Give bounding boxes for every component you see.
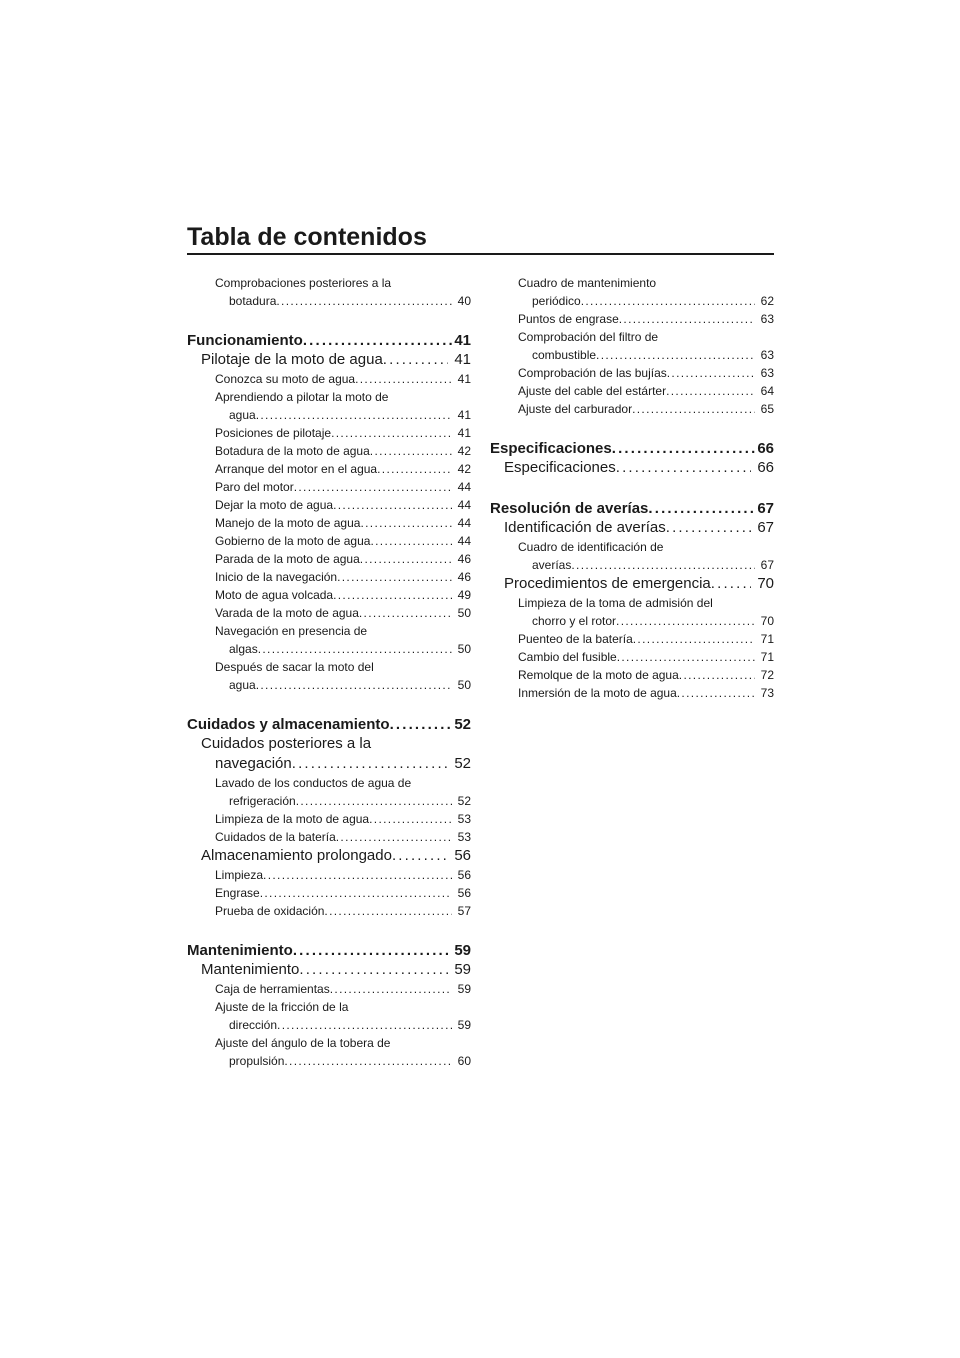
toc-entry-line (215, 828, 471, 846)
page-number: 70 (757, 575, 774, 592)
page-number: 41 (457, 426, 471, 440)
toc-entry-title: Ajuste del ángulo de la tobera de (215, 1036, 391, 1050)
toc-subsection[interactable] (187, 532, 471, 550)
toc-entry-title: Ajuste de la fricción de la (215, 1000, 349, 1014)
dot-leader (324, 902, 451, 920)
page-number: 63 (760, 312, 774, 326)
dot-leader (260, 884, 452, 902)
page-number: 46 (457, 570, 471, 584)
toc-entry-title: Especificaciones (490, 440, 612, 457)
toc-entry-title: Paro del motor (215, 480, 294, 494)
toc-entry-title: Remolque de la moto de agua (518, 668, 679, 682)
toc-entry-title: Aprendiendo a pilotar la moto de (215, 390, 389, 404)
toc-entry-title: agua (229, 678, 256, 692)
toc-entry-title: Cuidados posteriores a la (201, 735, 372, 752)
toc-entry-line (201, 960, 471, 980)
dot-leader (581, 292, 755, 310)
dot-leader (666, 518, 752, 538)
toc-entry-title: refrigeración (229, 794, 296, 808)
page-number: 53 (457, 830, 471, 844)
toc-entry-title: Mantenimiento (187, 942, 293, 959)
toc-entry-title: Cuadro de mantenimiento (518, 276, 657, 290)
toc-entry-line (215, 550, 471, 568)
page-number: 50 (457, 606, 471, 620)
toc-entry-line (201, 350, 471, 370)
page-number: 66 (757, 440, 774, 457)
toc-subsection[interactable] (187, 998, 471, 1034)
page-number: 40 (457, 294, 471, 308)
dot-leader (360, 514, 451, 532)
toc-entry-title: Especificaciones (504, 459, 616, 476)
dot-leader (633, 630, 755, 648)
toc-entry-title: Puntos de engrase (518, 312, 619, 326)
toc-subsection[interactable] (187, 424, 471, 442)
toc-entry-title: Posiciones de pilotaje (215, 426, 332, 440)
toc-subsection[interactable] (187, 604, 471, 622)
dot-leader (370, 442, 452, 460)
toc-entry-line (215, 980, 471, 998)
toc-entry-line (215, 866, 471, 884)
dot-leader (571, 556, 754, 574)
page-number: 71 (760, 650, 774, 664)
toc-entry-line (215, 532, 471, 550)
toc-entry-line (518, 364, 774, 382)
page-number: 49 (457, 588, 471, 602)
page-number: 44 (457, 498, 471, 512)
toc-entry-line (490, 440, 774, 458)
toc-subsection[interactable] (187, 478, 471, 496)
toc-entry-line (504, 458, 774, 478)
toc-entry-title: propulsión (229, 1054, 285, 1068)
toc-section[interactable] (187, 734, 471, 774)
toc-subsection[interactable] (187, 568, 471, 586)
toc-chapter[interactable] (187, 332, 471, 350)
toc-section[interactable] (187, 846, 471, 866)
dot-leader (355, 370, 452, 388)
toc-entry-title: Funcionamiento (187, 332, 303, 349)
dot-leader (299, 960, 448, 980)
toc-subsection[interactable] (490, 310, 774, 328)
page-number: 50 (457, 678, 471, 692)
dot-leader (596, 346, 755, 364)
toc-entry-title: Botadura de la moto de agua (215, 444, 370, 458)
toc-entry-line (215, 902, 471, 920)
toc-subsection[interactable] (490, 684, 774, 702)
page-number: 70 (760, 614, 774, 628)
toc-entry-title: navegación (215, 755, 292, 772)
toc-entry-title: periódico (532, 294, 581, 308)
toc-entry-title: Puenteo de la batería (518, 632, 633, 646)
toc-entry-title: algas (229, 642, 258, 656)
toc-entry-line (215, 514, 471, 532)
toc-entry-line (201, 846, 471, 866)
toc-entry-line (518, 400, 774, 418)
page-number: 67 (757, 500, 774, 517)
toc-entry-title: Comprobación de las bujías (518, 366, 667, 380)
dot-leader (256, 676, 452, 694)
toc-entry-title: Cambio del fusible (518, 650, 617, 664)
dot-leader (667, 364, 755, 382)
toc-subsection[interactable] (187, 866, 471, 884)
toc-entry-line (518, 346, 774, 364)
toc-entry-title: Navegación en presencia de (215, 624, 368, 638)
toc-entry-title: agua (229, 408, 256, 422)
page-number: 44 (457, 534, 471, 548)
dot-leader (330, 980, 452, 998)
dot-leader (632, 400, 755, 418)
toc-entry-line (504, 518, 774, 538)
page-number: 59 (454, 942, 471, 959)
toc-entry-title: Ajuste del cable del estárter (518, 384, 667, 398)
dot-leader (359, 604, 452, 622)
dot-leader (677, 684, 755, 702)
page-number: 52 (454, 716, 471, 733)
toc-entry-title: Cuidados de la batería (215, 830, 336, 844)
toc-entry-title: Pilotaje de la moto de agua (201, 351, 383, 368)
dot-leader (263, 866, 452, 884)
toc-entry-line (187, 716, 471, 734)
dot-leader (277, 1016, 452, 1034)
page-number: 52 (454, 755, 471, 772)
toc-entry-title: Identificación de averías (504, 519, 666, 536)
page-number: 56 (454, 847, 471, 864)
page-number: 42 (457, 444, 471, 458)
toc-subsection[interactable] (187, 884, 471, 902)
toc-entry-line (215, 604, 471, 622)
dot-leader (711, 574, 752, 594)
dot-leader (333, 586, 452, 604)
toc-entry-line (518, 666, 774, 684)
page-number: 72 (760, 668, 774, 682)
toc-subsection[interactable] (187, 980, 471, 998)
dot-leader (616, 458, 752, 478)
toc-entry-line (215, 370, 471, 388)
page-number: 65 (760, 402, 774, 416)
toc-subsection[interactable] (490, 666, 774, 684)
page-number: 59 (454, 961, 471, 978)
toc-entry-title: Mantenimiento (201, 961, 300, 978)
toc-entry-line (215, 1016, 471, 1034)
toc-entry-title: Almacenamiento prolongado (201, 847, 392, 864)
toc-subsection[interactable] (187, 622, 471, 658)
dot-leader (369, 810, 452, 828)
toc-entry-title: chorro y el rotor (532, 614, 617, 628)
toc-entry-title: Limpieza (215, 868, 264, 882)
toc-entry-line (187, 332, 471, 350)
toc-section[interactable] (490, 574, 774, 594)
toc-entry-title: Resolución de averías (490, 500, 649, 517)
toc-entry-title: Procedimientos de emergencia (504, 575, 711, 592)
toc-entry-line (215, 424, 471, 442)
dot-leader (360, 550, 452, 568)
toc-subsection[interactable] (490, 538, 774, 574)
dot-leader (679, 666, 755, 684)
toc-entry-title: combustible (532, 348, 597, 362)
toc-entry-title: Limpieza de la toma de admisión del (518, 596, 713, 610)
toc-entry-line (215, 496, 471, 514)
toc-entry-line (518, 648, 774, 666)
dot-leader (284, 1052, 451, 1070)
toc-entry-line (518, 292, 774, 310)
page-title: Tabla de contenidos (187, 223, 427, 251)
dot-leader (616, 612, 755, 630)
page-number: 53 (457, 812, 471, 826)
toc-subsection[interactable] (187, 274, 471, 310)
toc-subsection[interactable] (187, 810, 471, 828)
toc-section[interactable] (490, 458, 774, 478)
toc-entry-line (518, 612, 774, 630)
toc-entry-line (215, 792, 471, 810)
toc-entry-title: Arranque del motor en el agua (215, 462, 378, 476)
toc-section[interactable] (187, 960, 471, 980)
dot-leader (258, 640, 452, 658)
toc-subsection[interactable] (187, 586, 471, 604)
toc-subsection[interactable] (187, 460, 471, 478)
toc-subsection[interactable] (187, 774, 471, 810)
dot-leader (648, 500, 755, 518)
toc-entry-title: Comprobaciones posteriores a la (215, 276, 392, 290)
dot-leader (617, 648, 755, 666)
toc-left-column (187, 274, 471, 1070)
page-number: 50 (457, 642, 471, 656)
page-number: 63 (760, 348, 774, 362)
title-rule (187, 253, 774, 255)
page-number: 60 (457, 1054, 471, 1068)
toc-chapter[interactable] (490, 500, 774, 518)
toc-entry-title: dirección (229, 1018, 278, 1032)
dot-leader (292, 754, 449, 774)
page-number: 71 (760, 632, 774, 646)
toc-entry-line (215, 586, 471, 604)
toc-subsection[interactable] (490, 328, 774, 364)
page-number: 46 (457, 552, 471, 566)
toc-subsection[interactable] (187, 514, 471, 532)
toc-entry-title: Manejo de la moto de agua (215, 516, 361, 530)
toc-subsection[interactable] (490, 594, 774, 630)
page-number: 41 (454, 332, 471, 349)
toc-entry-line (215, 676, 471, 694)
page-number: 67 (757, 519, 774, 536)
toc-entry-line (215, 478, 471, 496)
page-number: 41 (457, 408, 471, 422)
toc-subsection[interactable] (187, 658, 471, 694)
toc-subsection[interactable] (490, 648, 774, 666)
toc-entry-title: Después de sacar la moto del (215, 660, 374, 674)
dot-leader (293, 942, 452, 960)
dot-leader (337, 568, 452, 586)
toc-entry-line (215, 1052, 471, 1070)
dot-leader (336, 828, 452, 846)
page-number: 63 (760, 366, 774, 380)
toc-entry-title: Engrase (215, 886, 260, 900)
page-number: 66 (757, 459, 774, 476)
dot-leader (392, 846, 448, 866)
dot-leader (331, 424, 452, 442)
page-number: 57 (457, 904, 471, 918)
toc-entry-title: Caja de herramientas (215, 982, 330, 996)
toc-subsection[interactable] (187, 370, 471, 388)
toc-chapter[interactable] (490, 440, 774, 458)
toc-entry-title: Inmersión de la moto de agua (518, 686, 677, 700)
toc-entry-line (215, 884, 471, 902)
toc-subsection[interactable] (490, 400, 774, 418)
toc-entry-title: Conozca su moto de agua (215, 372, 356, 386)
toc-entry-line (518, 684, 774, 702)
toc-entry-line (518, 630, 774, 648)
dot-leader (333, 496, 452, 514)
toc-entry-line (215, 810, 471, 828)
page-number: 67 (760, 558, 774, 572)
dot-leader (619, 310, 755, 328)
toc-right-column (490, 274, 774, 702)
toc-entry-title: Moto de agua volcada (215, 588, 334, 602)
dot-leader (303, 332, 452, 350)
toc-entry-title: Gobierno de la moto de agua (215, 534, 371, 548)
page-number: 44 (457, 516, 471, 530)
toc-subsection[interactable] (490, 630, 774, 648)
toc-entry-title: Inicio de la navegación (215, 570, 338, 584)
toc-subsection[interactable] (187, 496, 471, 514)
dot-leader (612, 440, 756, 458)
page-number: 56 (457, 868, 471, 882)
dot-leader (390, 716, 453, 734)
dot-leader (370, 532, 451, 550)
toc-subsection[interactable] (490, 382, 774, 400)
toc-entry-title: Cuadro de identificación de (518, 540, 664, 554)
page-number: 42 (457, 462, 471, 476)
toc-entry-line (215, 460, 471, 478)
toc-entry-title: Limpieza de la moto de agua (215, 812, 370, 826)
toc-entry-line (215, 568, 471, 586)
toc-entry-line (518, 556, 774, 574)
toc-entry-title: Prueba de oxidación (215, 904, 325, 918)
toc-section[interactable] (490, 518, 774, 538)
page-number: 44 (457, 480, 471, 494)
dot-leader (296, 792, 452, 810)
toc-entry-line (518, 382, 774, 400)
toc-subsection[interactable] (187, 550, 471, 568)
toc-entry-title: Lavado de los conductos de agua de (215, 776, 412, 790)
toc-entry-line (215, 292, 471, 310)
toc-subsection[interactable] (187, 902, 471, 920)
page-number: 41 (457, 372, 471, 386)
toc-entry-title: Parada de la moto de agua (215, 552, 360, 566)
toc-entry-line (215, 442, 471, 460)
toc-subsection[interactable] (490, 364, 774, 382)
toc-entry-line (215, 406, 471, 424)
toc-entry-title: Comprobación del filtro de (518, 330, 659, 344)
dot-leader (294, 478, 452, 496)
dot-leader (377, 460, 452, 478)
toc-entry-title: Dejar la moto de agua (215, 498, 334, 512)
page-number: 59 (457, 982, 471, 996)
page-number: 62 (760, 294, 774, 308)
toc-entry-title: Cuidados y almacenamiento (187, 716, 390, 733)
toc-chapter[interactable] (187, 716, 471, 734)
toc-entry-line (504, 574, 774, 594)
toc-subsection[interactable] (490, 274, 774, 310)
toc-entry-title: Ajuste del carburador (518, 402, 633, 416)
page-number: 59 (457, 1018, 471, 1032)
toc-chapter[interactable] (187, 942, 471, 960)
dot-leader (383, 350, 449, 370)
toc-entry-title: botadura (229, 294, 277, 308)
toc-entry-line (215, 640, 471, 658)
page-number: 56 (457, 886, 471, 900)
dot-leader (256, 406, 452, 424)
toc-section[interactable] (187, 350, 471, 370)
page-number: 64 (760, 384, 774, 398)
dot-leader (666, 382, 755, 400)
toc-subsection[interactable] (187, 828, 471, 846)
toc-subsection[interactable] (187, 388, 471, 424)
toc-entry-title: averías (532, 558, 572, 572)
page-number: 73 (760, 686, 774, 700)
toc-entry-line (490, 500, 774, 518)
page-number: 41 (454, 351, 471, 368)
toc-entry-line (187, 942, 471, 960)
page-number: 52 (457, 794, 471, 808)
toc-subsection[interactable] (187, 442, 471, 460)
toc-entry-line (518, 310, 774, 328)
toc-entry-title: Varada de la moto de agua (215, 606, 359, 620)
toc-subsection[interactable] (187, 1034, 471, 1070)
toc-entry-line (201, 754, 471, 774)
dot-leader (276, 292, 451, 310)
